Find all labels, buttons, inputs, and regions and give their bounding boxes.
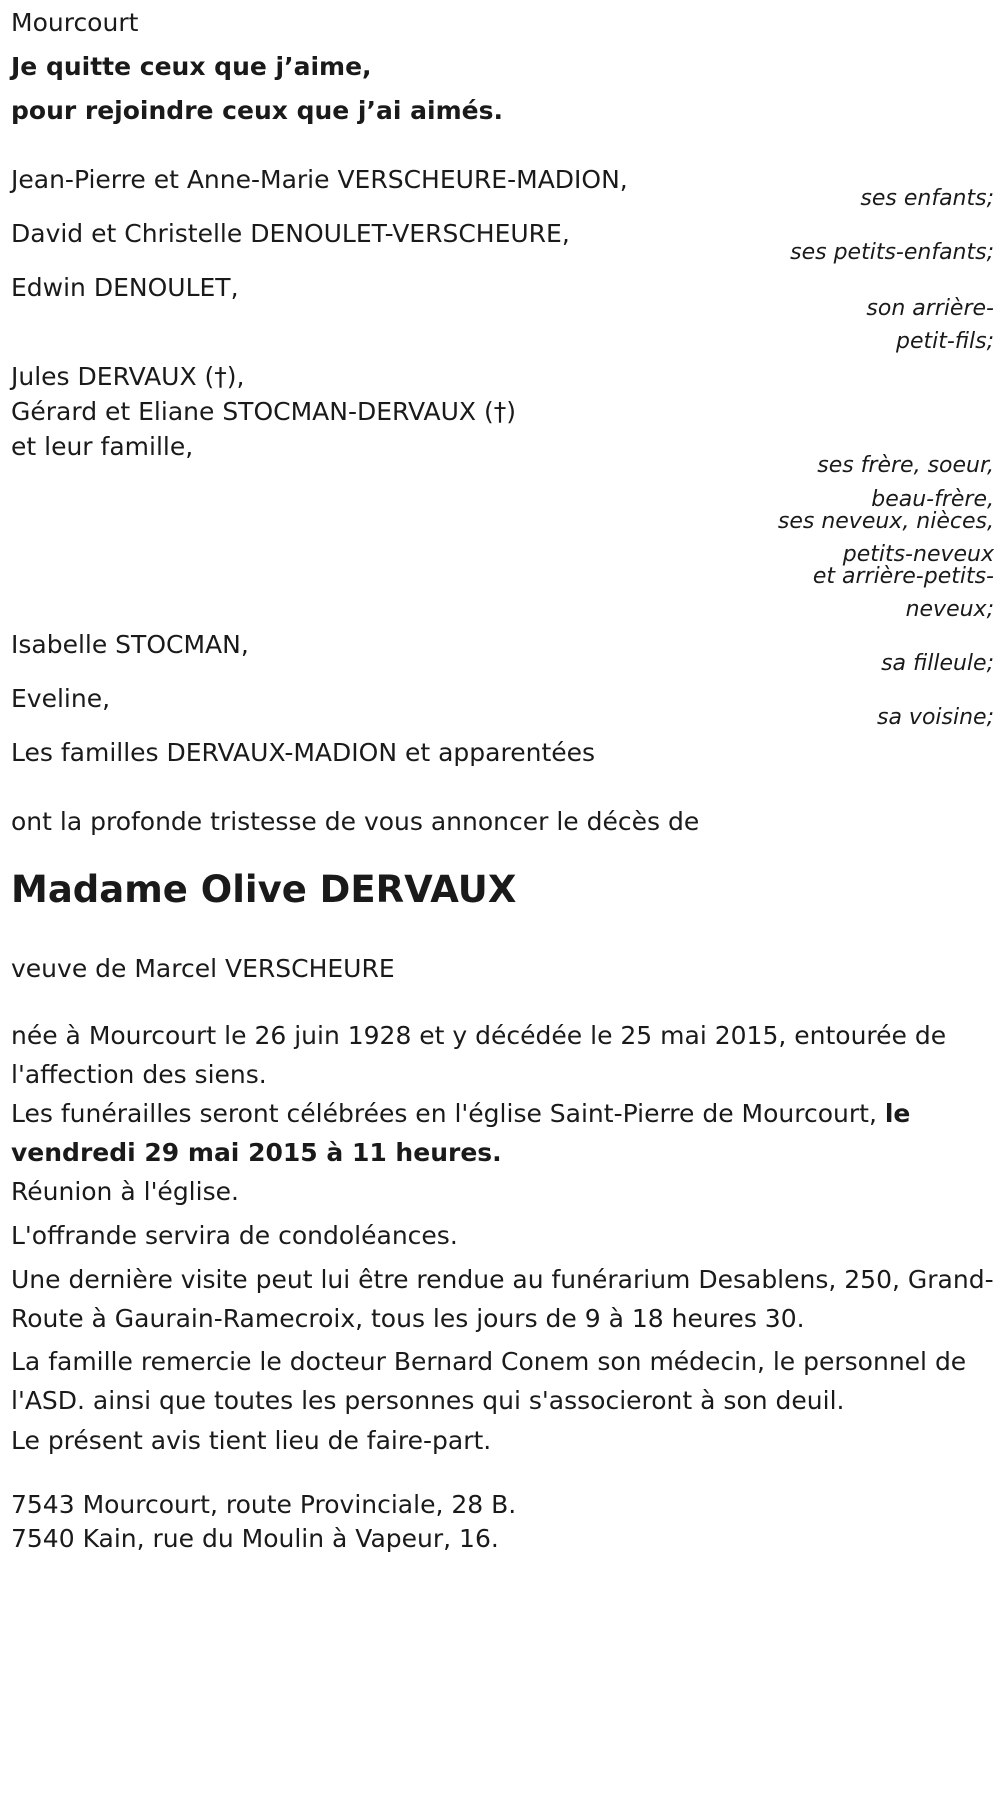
goddaughter-name: Isabelle STOCMAN, [11, 630, 249, 659]
offering-line: L'offrande servira de condoléances. [11, 1221, 458, 1250]
families-line: Les familles DERVAUX-MADION et apparentées [11, 738, 596, 767]
siblings-line-1: Jules DERVAUX (†), [11, 362, 245, 391]
siblings-role-3: ses neveux, nièces, [777, 509, 994, 534]
siblings-role-5: et arrière-petits- [812, 564, 994, 589]
meeting-line: Réunion à l'église. [11, 1177, 239, 1206]
children-role: ses enfants; [860, 186, 994, 211]
greatgrandson-name: Edwin DENOULET, [11, 273, 239, 302]
funeral-paragraph [11, 1094, 996, 1172]
grandchildren-names: David et Christelle DENOULET-VERSCHEURE, [11, 219, 570, 248]
siblings-role-6: neveux; [905, 597, 994, 622]
deceased-name: Madame Olive DERVAUX [11, 868, 517, 911]
address-line-1: 7543 Mourcourt, route Provinciale, 28 B. [11, 1490, 517, 1519]
greatgrandson-role-2: petit-fils; [895, 329, 994, 354]
birth-death-paragraph: née à Mourcourt le 26 juin 1928 et y décédée le 25 mai 2015, entourée de l'affection des siens. [11, 1021, 947, 1089]
quote-line-2: pour rejoindre ceux que j’ai aimés. [11, 96, 503, 125]
neighbor-role: sa voisine; [877, 705, 994, 730]
visit-paragraph: Une dernière visite peut lui être rendue au funérarium Desablens, 250, Grand-Route à Gaurain-Ramecroix, tous les jours de 9 à 18 heures 30. [11, 1265, 994, 1333]
announcement: ont la profonde tristesse de vous annoncer le décès de [11, 807, 700, 836]
siblings-role-4: petits-neveux [842, 542, 994, 567]
funeral-text: Les funérailles seront célébrées en l'église Saint-Pierre de Mourcourt, [11, 1099, 885, 1128]
siblings-line-2: Gérard et Eliane STOCMAN-DERVAUX (†) [11, 397, 517, 426]
notice-line: Le présent avis tient lieu de faire-part. [11, 1426, 492, 1455]
grandchildren-role: ses petits-enfants; [790, 240, 994, 265]
greatgrandson-role-1: son arrière- [866, 296, 994, 321]
funeral-date: le vendredi 29 mai 2015 à 11 heures. [11, 1099, 911, 1167]
address-line-2: 7540 Kain, rue du Moulin à Vapeur, 16. [11, 1524, 499, 1553]
quote-line-1: Je quitte ceux que j’aime, [11, 52, 372, 81]
widow-of: veuve de Marcel VERSCHEURE [11, 954, 395, 983]
children-names: Jean-Pierre et Anne-Marie VERSCHEURE-MADION, [11, 165, 628, 194]
thanks-paragraph: La famille remercie le docteur Bernard Conem son médecin, le personnel de l'ASD. ainsi que toutes les personnes qui s'associeront à son deuil. [11, 1347, 967, 1415]
neighbor-name: Eveline, [11, 684, 111, 713]
siblings-role-1: ses frère, soeur, [817, 453, 994, 478]
goddaughter-role: sa filleule; [881, 651, 994, 676]
siblings-line-3: et leur famille, [11, 432, 194, 461]
siblings-role-2: beau-frère, [871, 487, 994, 512]
place-name: Mourcourt [11, 8, 139, 37]
